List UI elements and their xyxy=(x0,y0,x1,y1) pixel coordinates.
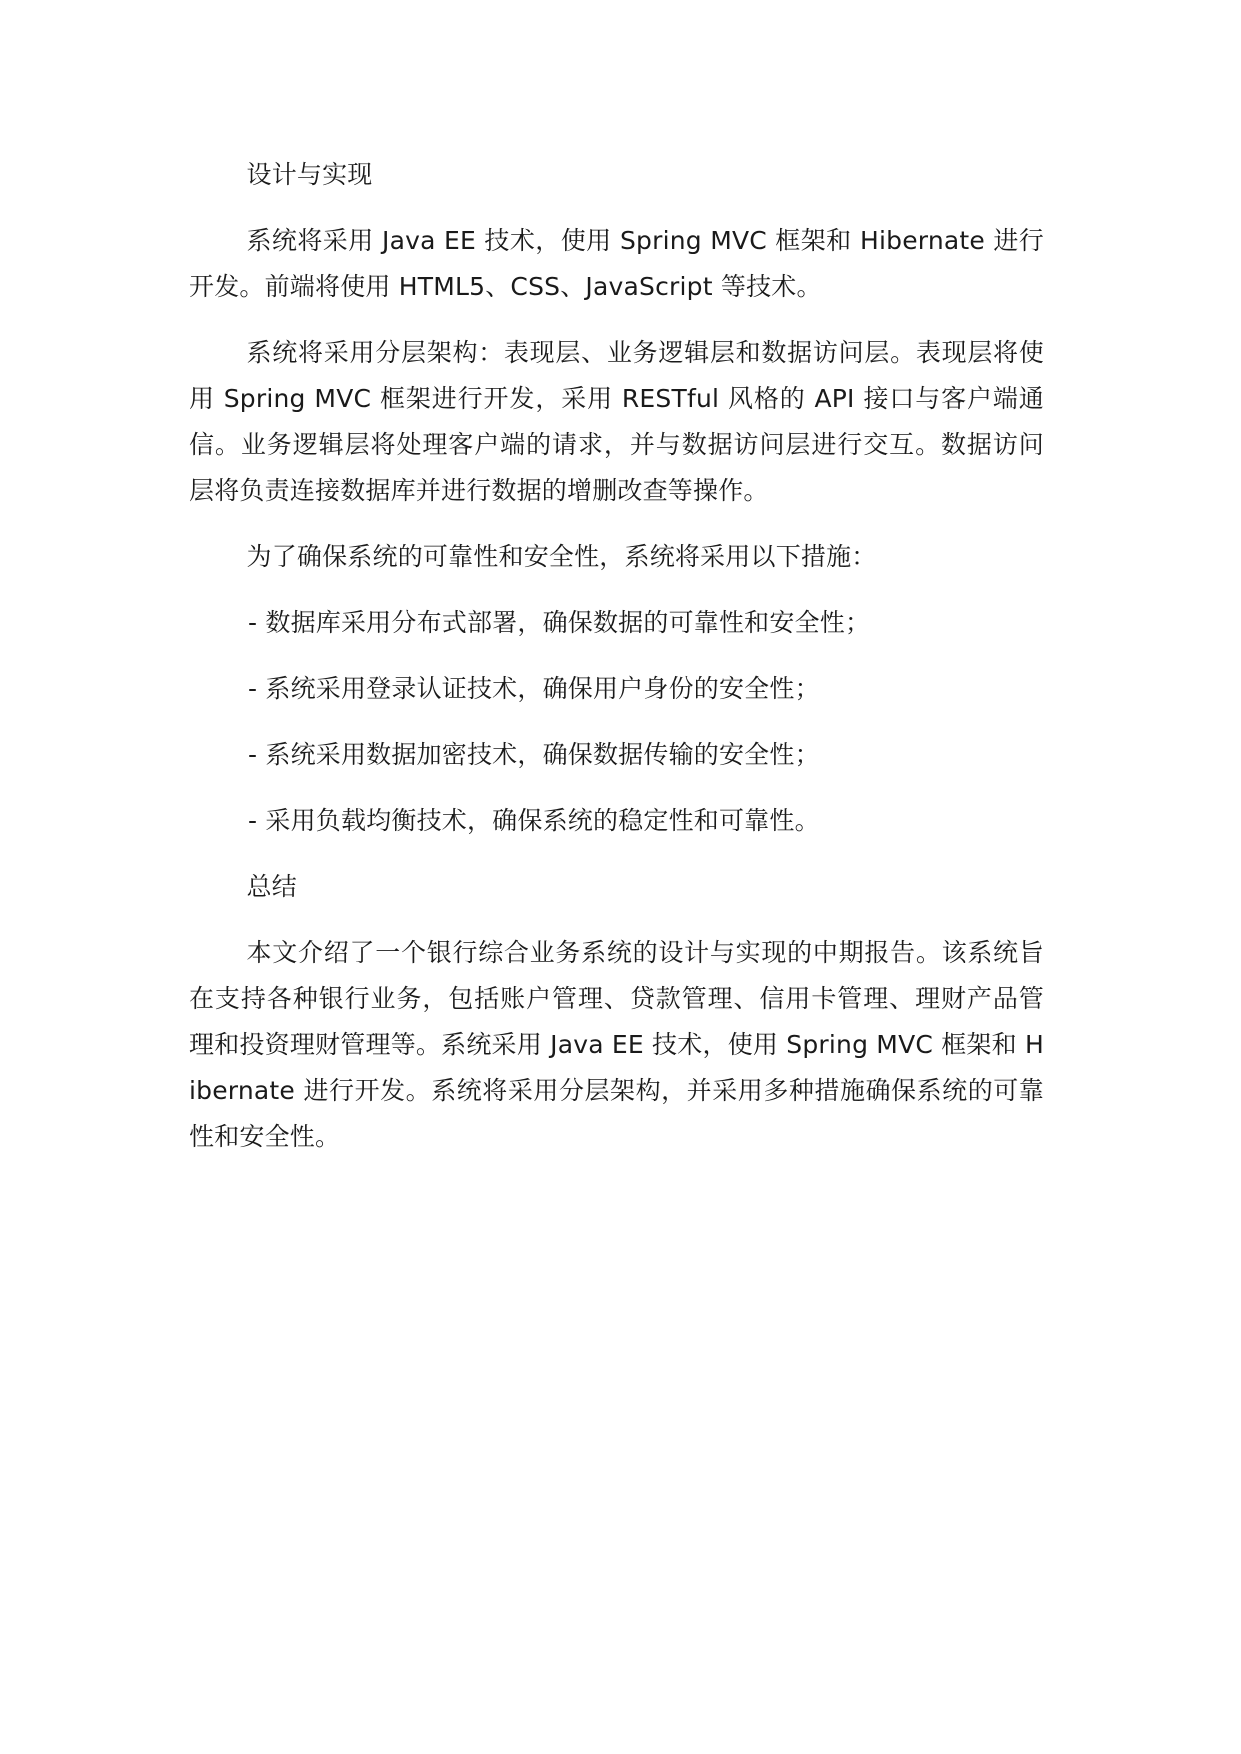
section-heading-summary: 总结 xyxy=(246,872,297,901)
bullet-item: - 系统采用数据加密技术，确保数据传输的安全性； xyxy=(248,740,820,769)
bullet-item: - 系统采用登录认证技术，确保用户身份的安全性； xyxy=(248,674,820,703)
document-body xyxy=(189,152,1044,1180)
bullet-item: - 采用负载均衡技术，确保系统的稳定性和可靠性。 xyxy=(248,806,820,835)
section-heading-design: 设计与实现 xyxy=(246,160,373,189)
paragraph-architecture: 系统将采用分层架构：表现层、业务逻辑层和数据访问层。表现层将使用 Spring MVC 框架进行开发，采用 RESTful 风格的 API 接口与客户端通信。业务逻辑层将处理客户端的请求，并与数据访问层进行交互。数据访问层将负责连接数据库并进行数据的增删改查等操作。 xyxy=(189,338,1044,505)
paragraph-summary: 本文介绍了一个银行综合业务系统的设计与实现的中期报告。该系统旨在支持各种银行业务，包括账户管理、贷款管理、信用卡管理、理财产品管理和投资理财管理等。系统采用 Java EE 技术，使用 Spring MVC 框架和 Hibernate 进行开发。系统将采用分层架构，并采用多种措施确保系统的可靠性和安全性。 xyxy=(189,938,1044,1151)
bullet-item: - 数据库采用分布式部署，确保数据的可靠性和安全性； xyxy=(248,608,871,637)
paragraph-tech-stack: 系统将采用 Java EE 技术，使用 Spring MVC 框架和 Hibernate 进行开发。前端将使用 HTML5、CSS、JavaScript 等技术。 xyxy=(189,226,1044,301)
paragraph-measures-intro: 为了确保系统的可靠性和安全性，系统将采用以下措施： xyxy=(246,542,877,571)
